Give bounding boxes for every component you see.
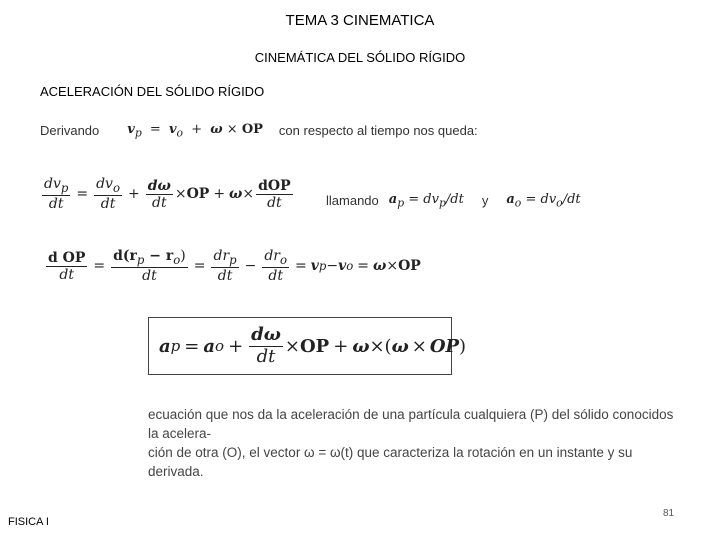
explanation-paragraph bbox=[148, 405, 678, 481]
page-title: TEMA 3 CINEMATICA bbox=[285, 12, 435, 29]
frac-dvo-dt: $\frac{dv_o}{dt}$ bbox=[96, 176, 120, 213]
page-number: 81 bbox=[663, 508, 675, 519]
frac-domega-dt: $\frac{d\omega}{dt}$ bbox=[147, 177, 171, 211]
frac-boxed-domega-dt: $\frac{d\omega}{dt}$ bbox=[251, 323, 281, 367]
frac-dvp-dt: $\frac{dv_p}{dt}$ bbox=[44, 176, 69, 213]
paragraph-line-2: ción de otra (O), el vector ω = ω(t) que caracteriza la rotación en un instante y su derivada. bbox=[148, 445, 633, 479]
ap-definition: $a_p = dv_p/dt$ bbox=[388, 192, 464, 210]
frac-dop-dt: $\frac{\text{dOP}}{dt}$ bbox=[258, 177, 291, 211]
derivando-text: Derivando bbox=[40, 123, 100, 139]
frac-dro: $\frac{dr_o}{dt}$ bbox=[264, 248, 288, 285]
suffix-text: con respecto al tiempo nos queda: bbox=[278, 123, 478, 139]
velocity-relation: $v_p = v_o + \omega$ × OP bbox=[127, 122, 263, 140]
section-heading: ACELERACIÓN DEL SÓLIDO RÍGIDO bbox=[40, 84, 265, 99]
boxed-acceleration-equation: a p = a o + $\frac{d\omega}{dt}$ × OP + ω × ( ω × OP ) bbox=[148, 317, 452, 375]
equation-dop: $\frac{\text{d OP}}{dt}$ = $\frac{d(r_p - r_o)}{dt}$ = $\frac{dr_p}{dt}$ − $\frac{dr_o}{dt}$ = v p − v o = ω × OP bbox=[48, 248, 421, 285]
page-subtitle: CINEMÁTICA DEL SÓLIDO RÍGIDO bbox=[254, 50, 466, 65]
equation-velocity bbox=[40, 122, 478, 140]
frac-drp-ro: $\frac{d(r_p - r_o)}{dt}$ bbox=[113, 248, 186, 285]
frac-drp: $\frac{dr_p}{dt}$ bbox=[213, 248, 237, 285]
equation-derivative: $\frac{dv_p}{dt}$ = $\frac{dv_o}{dt}$ + $\frac{d\omega}{dt}$ × OP + ω × $\frac{\text{dOP}}{dt}$ bbox=[44, 176, 291, 213]
frac-dop: $\frac{\text{d OP}}{dt}$ bbox=[48, 249, 86, 283]
paragraph-line-1: ecuación que nos da la aceleración de una partícula cualquiera (P) del sólido conocidos la acelera- bbox=[148, 407, 674, 441]
ao-definition: $a_o = dv_o/dt$ bbox=[506, 192, 581, 210]
footer-course-label: FISICA I bbox=[8, 516, 49, 528]
acceleration-definitions: llamando $a_p = dv_p/dt$ y $a_o = dv_o/dt$ bbox=[326, 192, 581, 210]
